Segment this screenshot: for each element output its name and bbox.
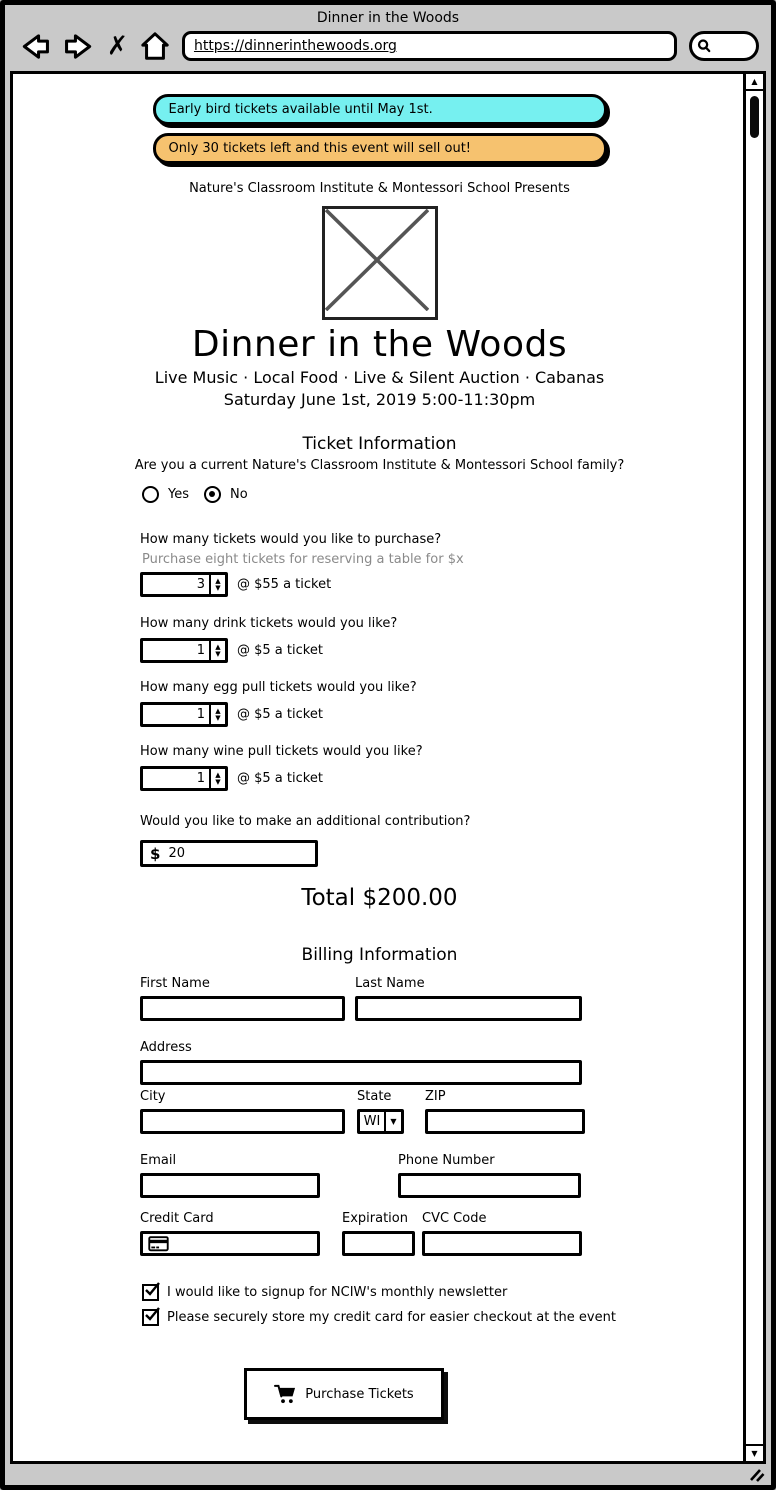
egg-stepper-buttons[interactable]: [209, 705, 225, 724]
email-label: Email: [140, 1153, 177, 1168]
event-datetime: Saturday June 1st, 2019 5:00-11:30pm: [223, 390, 536, 409]
egg-qty-input[interactable]: [143, 705, 209, 724]
city-field[interactable]: [148, 1113, 337, 1130]
home-icon[interactable]: [140, 31, 170, 61]
family-question: Are you a current Nature's Classroom Institute & Montessori School family?: [134, 458, 625, 473]
total-amount: Total $200.00: [301, 885, 458, 911]
radio-no-label[interactable]: No: [230, 487, 248, 502]
forward-icon[interactable]: [63, 32, 95, 61]
store-card-checkbox[interactable]: [142, 1309, 159, 1326]
zip-label: ZIP: [425, 1089, 446, 1104]
cvc-field[interactable]: [430, 1235, 574, 1252]
egg-rate: @ $5 a ticket: [237, 707, 323, 722]
scroll-up-button[interactable]: [746, 74, 763, 91]
egg-stepper-row: [13, 702, 746, 727]
back-icon[interactable]: [19, 32, 51, 61]
stepper-down-icon: ▼: [215, 713, 221, 722]
crossed-box-icon: [325, 209, 429, 311]
scroll-up-icon: ▲: [751, 76, 758, 86]
radio-yes[interactable]: [142, 486, 159, 503]
purchase-tickets-button[interactable]: [244, 1368, 444, 1420]
zip-field[interactable]: [433, 1113, 577, 1130]
event-tagline: Live Music · Local Food · Live & Silent Auction · Cabanas: [154, 368, 605, 387]
window-title: Dinner in the Woods: [316, 10, 460, 26]
wine-stepper-row: [13, 766, 746, 791]
drink-stepper-buttons[interactable]: [209, 641, 225, 660]
last-name-label: Last Name: [355, 976, 425, 991]
state-label: State: [357, 1089, 392, 1104]
card-row: [13, 1211, 746, 1256]
tickets-qty-input[interactable]: [143, 575, 209, 594]
contribution-amount-field[interactable]: [166, 845, 308, 862]
drink-qty-input[interactable]: [143, 641, 209, 660]
credit-card-label: Credit Card: [140, 1211, 214, 1226]
last-name-field[interactable]: [363, 1000, 574, 1017]
url-text: https://dinnerinthewoods.org: [193, 38, 397, 54]
cvc-label: CVC Code: [422, 1211, 487, 1226]
search-box[interactable]: [689, 31, 759, 61]
tickets-rate: @ $55 a ticket: [237, 577, 332, 592]
stepper-up-icon: ▲: [215, 577, 221, 585]
store-card-consent-label[interactable]: Please securely store my credit card for easier checkout at the event: [167, 1310, 616, 1325]
stepper-down-icon: ▼: [215, 777, 221, 786]
stepper-down-icon: ▼: [215, 583, 221, 592]
email-field[interactable]: [148, 1177, 312, 1194]
state-selected-value: WI: [363, 1114, 381, 1129]
scroll-down-icon: ▼: [751, 1448, 758, 1458]
tickets-stepper-buttons[interactable]: [209, 575, 225, 594]
table-helper-text: Purchase eight tickets for reserving a table for $x: [142, 552, 464, 567]
tickets-stepper-row: [13, 572, 746, 597]
scroll-down-button[interactable]: [746, 1444, 763, 1461]
wine-qty-input[interactable]: [143, 769, 209, 788]
egg-question: How many egg pull tickets would you like?: [140, 680, 417, 695]
check-icon: [144, 1306, 161, 1323]
newsletter-consent-row[interactable]: [13, 1284, 746, 1301]
city-state-zip-row: [13, 1089, 746, 1134]
drink-rate: @ $5 a ticket: [237, 643, 323, 658]
wine-rate: @ $5 a ticket: [237, 771, 323, 786]
currency-prefix: $: [150, 844, 161, 863]
radio-no[interactable]: [204, 486, 221, 503]
stepper-up-icon: ▲: [215, 707, 221, 715]
stepper-up-icon: ▲: [215, 643, 221, 651]
browser-toolbar: [5, 29, 771, 71]
cart-icon: [274, 1384, 297, 1405]
address-field[interactable]: [148, 1064, 574, 1081]
presenter-text: Nature's Classroom Institute & Montessori School Presents: [189, 181, 570, 196]
status-bar: [5, 1464, 771, 1485]
contribution-input[interactable]: [140, 840, 318, 867]
address-row: [13, 1040, 746, 1085]
phone-label: Phone Number: [398, 1153, 495, 1168]
check-icon: [144, 1281, 161, 1298]
address-label: Address: [140, 1040, 192, 1055]
store-card-consent-row[interactable]: [13, 1309, 746, 1326]
contribution-question: Would you like to make an additional contribution?: [140, 814, 471, 829]
credit-card-field[interactable]: [174, 1235, 312, 1252]
page-content: [13, 74, 746, 1461]
ticket-section-heading: Ticket Information: [302, 434, 457, 454]
state-dropdown[interactable]: [357, 1109, 404, 1134]
stepper-down-icon: ▼: [215, 649, 221, 658]
dropdown-arrow-icon[interactable]: ▼: [384, 1112, 401, 1131]
scarcity-banner: Only 30 tickets left and this event will sell out!: [153, 133, 607, 164]
credit-card-icon: [148, 1236, 169, 1252]
email-phone-row: [13, 1153, 746, 1198]
newsletter-checkbox[interactable]: [142, 1284, 159, 1301]
family-radio-group: [13, 486, 746, 503]
tickets-question: How many tickets would you like to purchase?: [140, 532, 442, 547]
expiration-label: Expiration: [342, 1211, 408, 1226]
first-name-label: First Name: [140, 976, 210, 991]
billing-section-heading: Billing Information: [301, 945, 458, 965]
event-title: Dinner in the Woods: [191, 324, 568, 365]
vertical-scrollbar[interactable]: [743, 74, 763, 1461]
stepper-up-icon: ▲: [215, 771, 221, 779]
url-bar[interactable]: [182, 31, 677, 61]
wine-stepper-buttons[interactable]: [209, 769, 225, 788]
scrollbar-thumb[interactable]: [750, 96, 759, 138]
wine-question: How many wine pull tickets would you like?: [140, 744, 423, 759]
expiration-field[interactable]: [350, 1235, 407, 1252]
search-icon: [696, 38, 713, 55]
resize-handle-icon[interactable]: [748, 1466, 765, 1486]
drink-stepper-row: [13, 638, 746, 663]
first-name-field[interactable]: [148, 1000, 337, 1017]
stop-icon[interactable]: ✗: [107, 30, 128, 61]
purchase-tickets-label: Purchase Tickets: [305, 1386, 414, 1402]
image-placeholder: [322, 206, 438, 320]
phone-field[interactable]: [406, 1177, 573, 1194]
radio-yes-label[interactable]: Yes: [168, 487, 189, 502]
drink-question: How many drink tickets would you like?: [140, 616, 398, 631]
newsletter-consent-label[interactable]: I would like to signup for NCIW's monthly newsletter: [167, 1285, 508, 1300]
page-viewport: [10, 71, 766, 1464]
early-bird-banner: Early bird tickets available until May 1st.: [153, 94, 607, 125]
city-label: City: [140, 1089, 166, 1104]
name-row: [13, 976, 746, 1021]
